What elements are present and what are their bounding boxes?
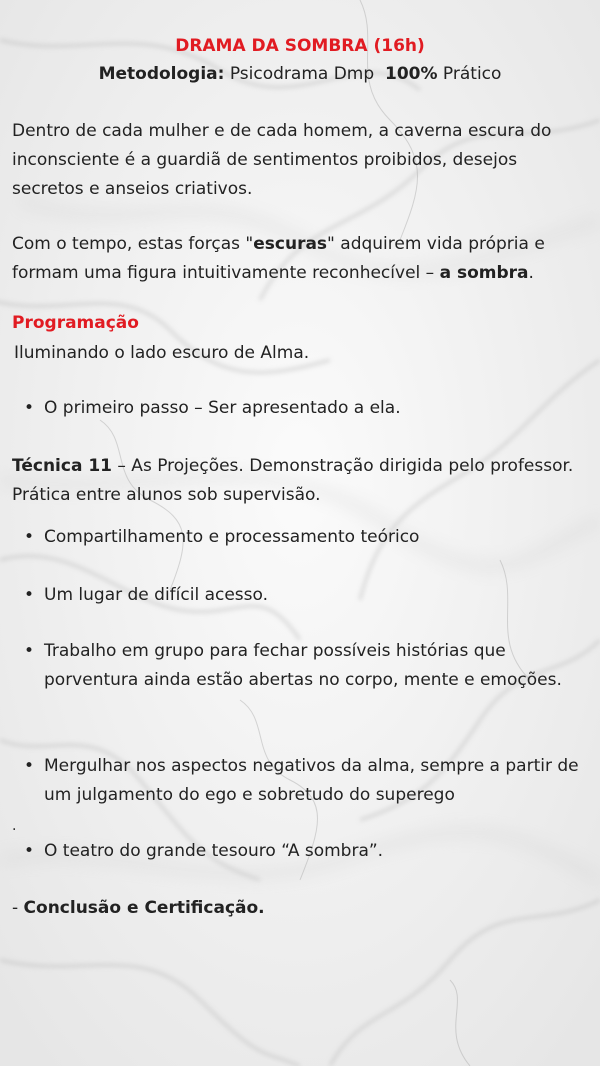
technique-bullet-5-text: O teatro do grande tesouro “A sombra”. — [44, 841, 384, 861]
program-bullet-1-text: O primeiro passo – Ser apresentado a ela. — [44, 398, 401, 418]
bullet-dot-icon: • — [24, 585, 35, 605]
intro-bold-escuras: escuras — [253, 234, 328, 254]
intro-paragraph-2-middle: " adquirem vida própria e formam uma figura intuitivamente reconhecível – — [12, 234, 545, 283]
closing-text: Conclusão e Certificação. — [23, 898, 265, 918]
methodology-label: Metodologia: — [98, 64, 225, 84]
bullet-dot-icon: • — [24, 841, 35, 861]
practical-percent: 100% — [384, 64, 438, 84]
intro-paragraph-2 — [12, 230, 592, 288]
technique-bullet-2-text: Um lugar de difícil acesso. — [44, 585, 269, 605]
methodology-value: Psicodrama Dmp — [229, 64, 375, 84]
closing-line — [12, 894, 592, 923]
technique-bullet-4 — [24, 752, 590, 810]
practical-label: Prático — [442, 64, 502, 84]
bullet-dot-icon: • — [24, 756, 35, 776]
technique-bullet-3-text: Trabalho em grupo para fechar possíveis histórias que porventura ainda estão abertas no corpo, mente e emoções. — [44, 641, 562, 690]
technique-bullet-1-text: Compartilhamento e processamento teórico — [44, 527, 420, 547]
technique-bullet-2 — [24, 581, 590, 610]
bullet-dot-icon: • — [24, 527, 35, 547]
technique-bullet-5 — [24, 837, 590, 866]
technique-paragraph — [12, 452, 592, 510]
methodology-line — [0, 64, 600, 84]
intro-bold-sombra: a sombra — [439, 263, 529, 283]
closing-prefix: - — [12, 898, 19, 918]
technique-label: Técnica 11 — [12, 456, 112, 476]
technique-bullet-4-text: Mergulhar nos aspectos negativos da alma, sempre a partir de um julgamento do ego e sobretudo do superego — [44, 756, 579, 805]
program-bullet-1 — [24, 394, 590, 423]
stray-dot: . — [12, 818, 17, 834]
program-heading: Programação — [12, 313, 139, 333]
intro-paragraph-2-end: . — [528, 263, 534, 283]
intro-paragraph-2-start: Com o tempo, estas forças " — [12, 234, 254, 254]
intro-paragraph-1: Dentro de cada mulher e de cada homem, a caverna escura do inconsciente é a guardiã de sentimentos proibidos, desejos secretos e anseios criativos. — [12, 121, 552, 199]
bullet-dot-icon: • — [24, 398, 35, 418]
bullet-dot-icon: • — [24, 641, 35, 661]
page-title: DRAMA DA SOMBRA (16h) — [175, 36, 425, 56]
technique-bullet-3 — [24, 637, 590, 695]
technique-text: – As Projeções. Demonstração dirigida pelo professor. Prática entre alunos sob supervisão. — [12, 456, 574, 505]
technique-bullet-1 — [24, 523, 590, 552]
program-subtitle: Iluminando o lado escuro de Alma. — [14, 343, 310, 363]
